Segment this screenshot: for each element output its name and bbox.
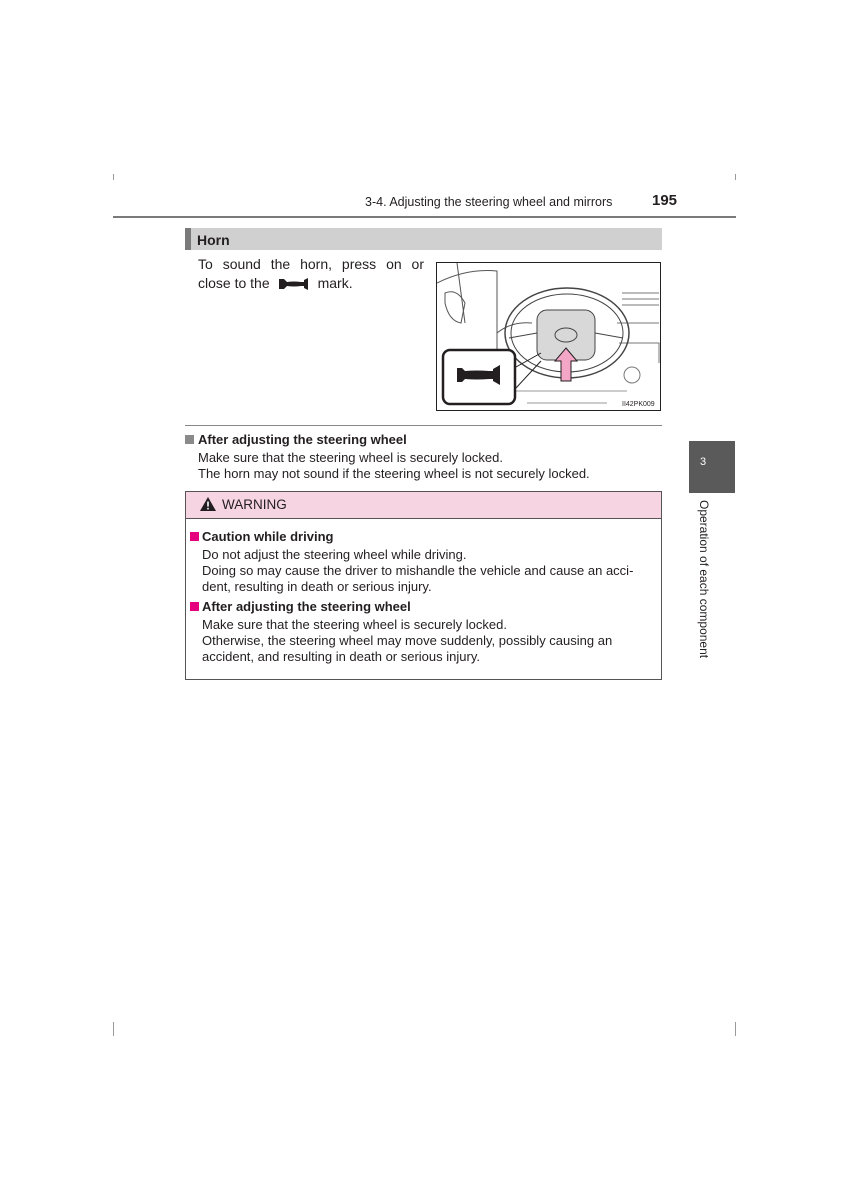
crop-mark-top-left <box>113 174 114 180</box>
steering-wheel-illustration <box>436 262 661 411</box>
note-heading <box>185 432 407 447</box>
pink-square-bullet-icon <box>190 602 199 611</box>
chapter-label: Operation of each component <box>697 500 711 659</box>
warning-line: accident, and resulting in death or serious injury. <box>202 649 480 664</box>
crop-mark-bottom-right <box>735 1022 736 1036</box>
warning-triangle-icon <box>200 497 216 511</box>
warning-label: WARNING <box>222 497 287 512</box>
warning-line: Do not adjust the steering wheel while driving. <box>202 547 467 562</box>
figure-code: II42PK009 <box>622 401 655 408</box>
section-title-bar <box>185 228 662 250</box>
warning-item-heading-text: After adjusting the steering wheel <box>202 599 411 614</box>
section-title: Horn <box>197 232 230 248</box>
warning-item-heading <box>190 529 333 544</box>
warning-item-heading <box>190 599 411 614</box>
warning-line: Doing so may cause the driver to mishandle the vehicle and cause an acci- <box>202 563 634 578</box>
warning-item-heading-text: Caution while driving <box>202 529 334 544</box>
note-line: Make sure that the steering wheel is securely locked. <box>198 450 503 465</box>
note-heading-text: After adjusting the steering wheel <box>198 432 407 447</box>
running-header-title: 3-4. Adjusting the steering wheel and mirrors <box>365 195 613 209</box>
gray-square-bullet-icon <box>185 435 194 444</box>
page-number: 195 <box>652 192 678 209</box>
section-divider <box>185 425 662 426</box>
note-line: The horn may not sound if the steering wheel is not securely locked. <box>198 466 590 481</box>
horn-instruction <box>198 255 424 293</box>
chapter-tab <box>689 441 735 493</box>
steering-wheel-drawing <box>437 263 660 410</box>
horn-icon <box>278 277 310 291</box>
header-rule <box>113 216 736 218</box>
warning-line: dent, resulting in death or serious injury. <box>202 579 432 594</box>
horn-instruction-suffix: mark. <box>317 275 353 291</box>
pink-square-bullet-icon <box>190 532 199 541</box>
horn-instruction-text: To sound the horn, press on or close to the <box>198 256 424 291</box>
crop-mark-top-right <box>735 174 736 180</box>
chapter-number: 3 <box>700 456 707 468</box>
warning-line: Otherwise, the steering wheel may move suddenly, possibly causing an <box>202 633 613 648</box>
warning-line: Make sure that the steering wheel is securely locked. <box>202 617 507 632</box>
crop-mark-bottom-left <box>113 1022 114 1036</box>
